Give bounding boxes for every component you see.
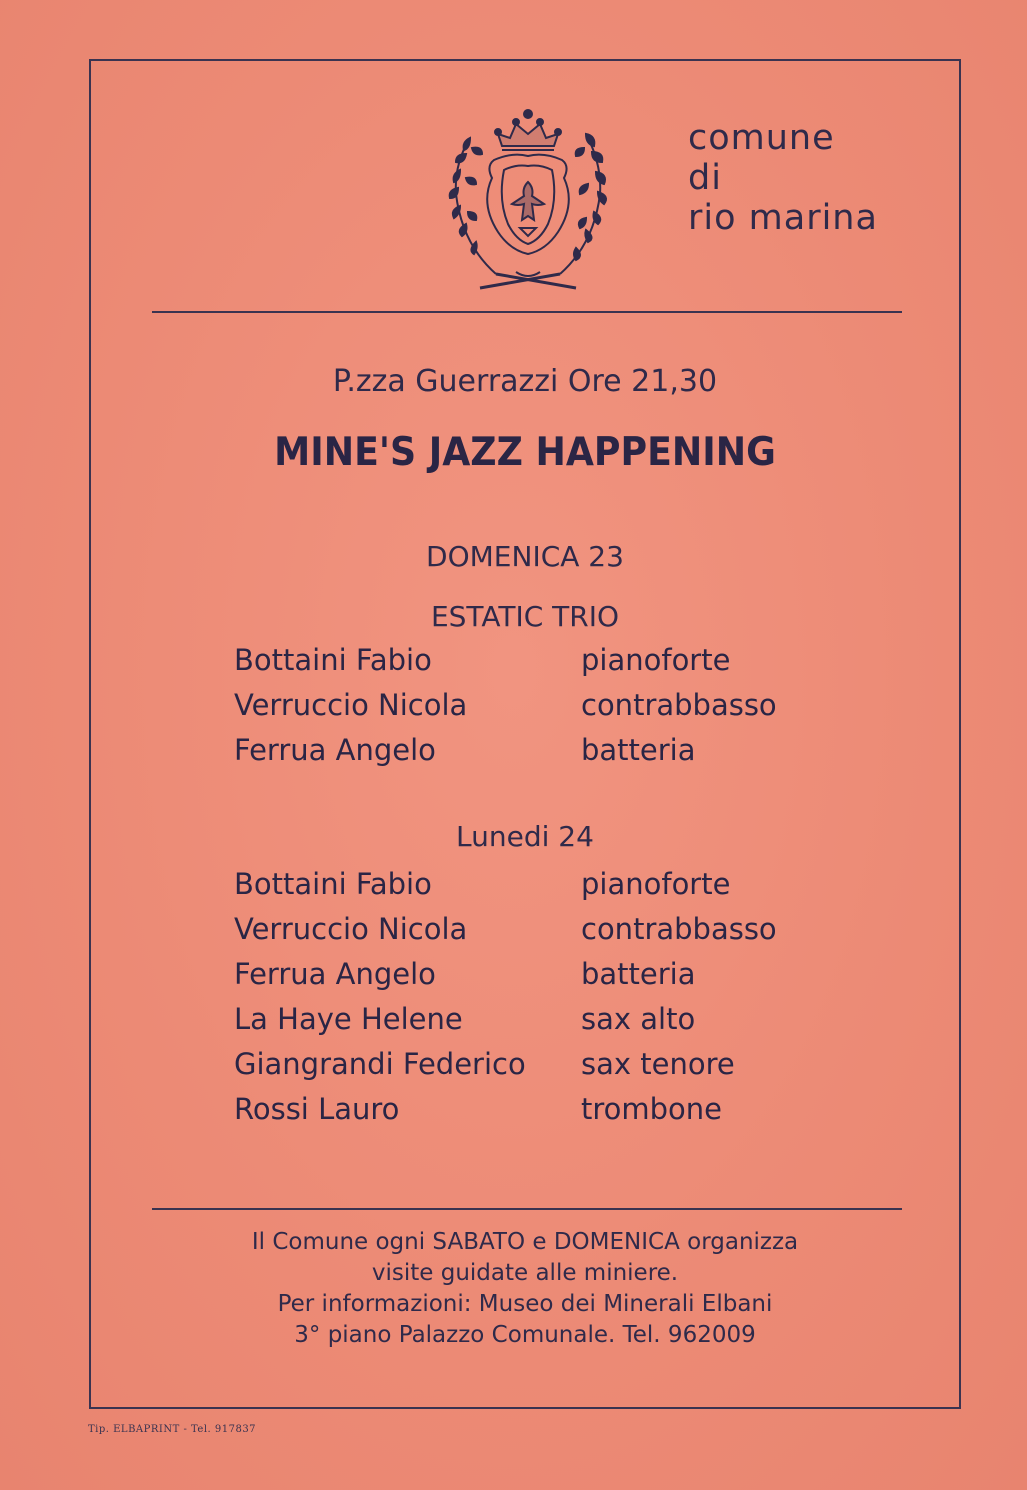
- municipality-name-line-1: comune: [688, 118, 835, 158]
- performer-row: [234, 685, 834, 730]
- performer-instrument: contrabbasso: [581, 688, 777, 722]
- performer-instrument: batteria: [581, 733, 696, 767]
- performer-name: Bottaini Fabio: [234, 867, 432, 901]
- performer-name: Verruccio Nicola: [234, 912, 468, 946]
- performer-name: Verruccio Nicola: [234, 688, 468, 722]
- performer-instrument: pianoforte: [581, 643, 731, 677]
- day2-lineup: [234, 864, 834, 1134]
- performer-name: Bottaini Fabio: [234, 643, 432, 677]
- performer-row: [234, 909, 834, 954]
- day1-label: DOMENICA 23: [426, 540, 624, 573]
- performer-instrument: batteria: [581, 957, 696, 991]
- performer-row: [234, 954, 834, 999]
- performer-instrument: contrabbasso: [581, 912, 777, 946]
- municipality-name: [688, 118, 878, 238]
- footer-line-3: Per informazioni: Museo dei Minerali Elbani: [277, 1291, 773, 1317]
- performer-name: Giangrandi Federico: [234, 1047, 526, 1081]
- municipality-name-line-2: di: [688, 158, 722, 198]
- venue-time: P.zza Guerrazzi Ore 21,30: [332, 364, 718, 399]
- performer-row: [234, 864, 834, 909]
- performer-name: La Haye Helene: [234, 1002, 463, 1036]
- performer-instrument: trombone: [581, 1092, 723, 1126]
- top-divider: [152, 311, 902, 313]
- performer-instrument: sax tenore: [581, 1047, 735, 1081]
- day1-group-name: ESTATIC TRIO: [430, 600, 620, 633]
- footer-line-2: visite guidate alle miniere.: [371, 1260, 679, 1286]
- performer-row: [234, 1044, 834, 1089]
- footer-line-1: Il Comune ogni SABATO e DOMENICA organizza: [251, 1229, 799, 1255]
- day1-lineup: [234, 640, 834, 775]
- day2-label: Lunedi 24: [456, 820, 594, 853]
- performer-instrument: pianoforte: [581, 867, 731, 901]
- performer-name: Ferrua Angelo: [234, 733, 436, 767]
- event-title: MINE'S JAZZ HAPPENING: [274, 430, 776, 475]
- performer-row: [234, 730, 834, 775]
- performer-row: [234, 999, 834, 1044]
- performer-row: [234, 1089, 834, 1134]
- bottom-divider: [152, 1208, 902, 1210]
- guided-tours-note: [90, 1227, 960, 1351]
- printer-credit: Tip. ELBAPRINT - Tel. 917837: [88, 1424, 257, 1435]
- municipality-name-line-3: rio marina: [688, 198, 878, 238]
- performer-instrument: sax alto: [581, 1002, 696, 1036]
- footer-line-4: 3° piano Palazzo Comunale. Tel. 962009: [294, 1322, 756, 1348]
- performer-row: [234, 640, 834, 685]
- performer-name: Ferrua Angelo: [234, 957, 436, 991]
- performer-name: Rossi Lauro: [234, 1092, 400, 1126]
- municipal-coat-of-arms-icon: [436, 104, 620, 294]
